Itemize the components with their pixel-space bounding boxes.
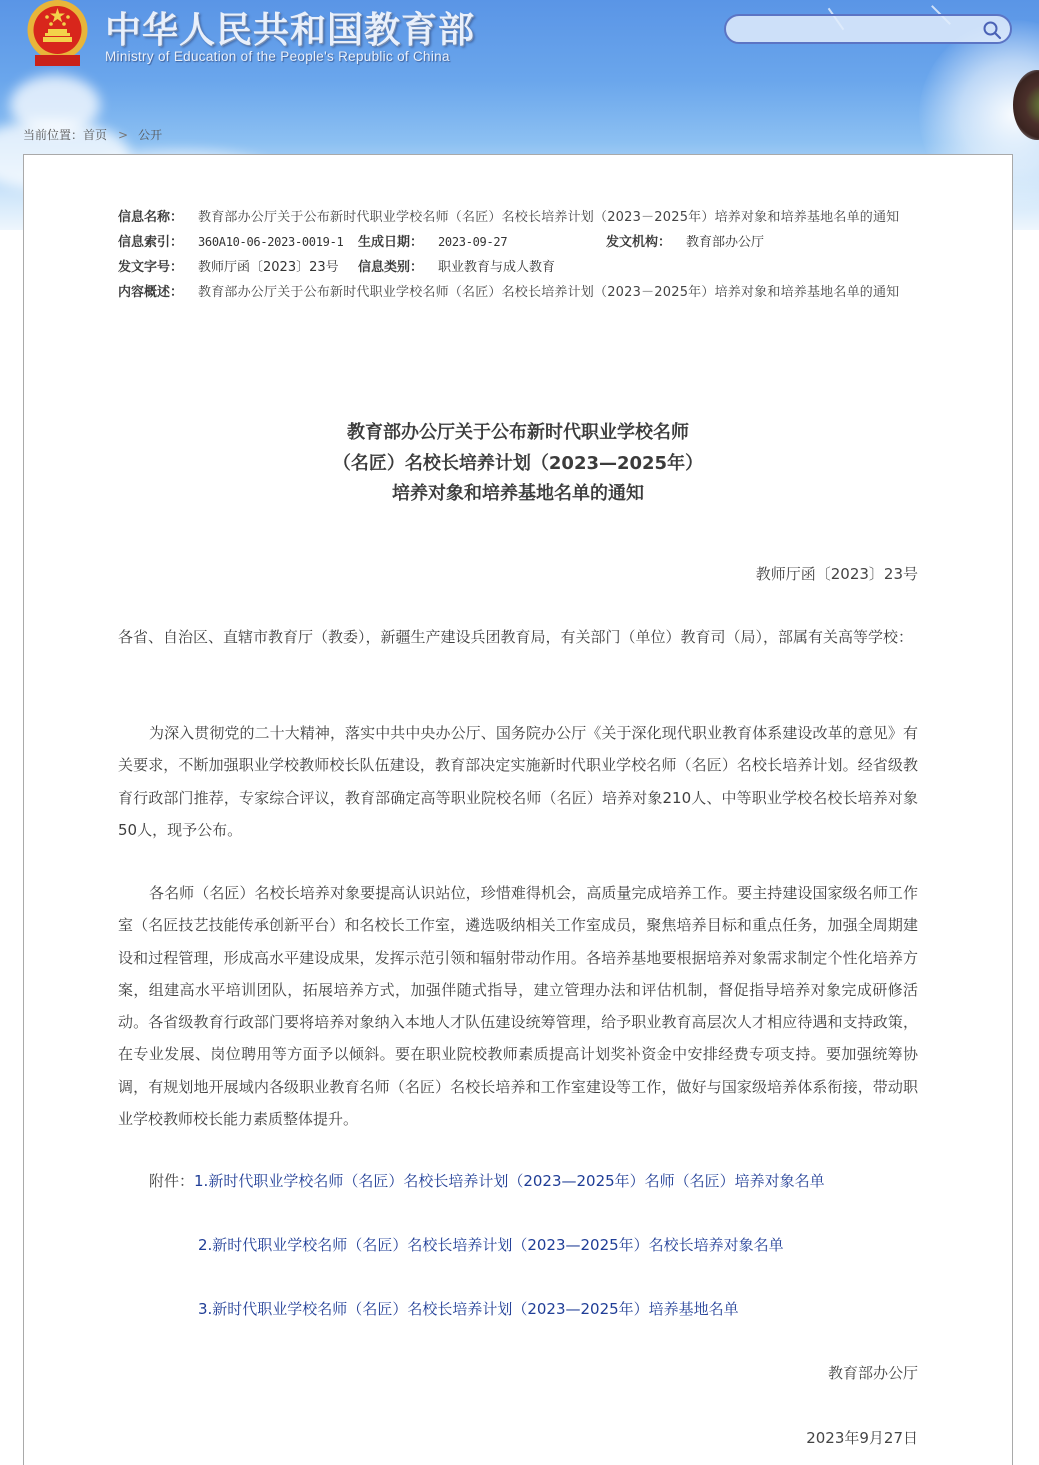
national-emblem-logo [25, 0, 90, 68]
breadcrumb-prefix: 当前位置： [23, 128, 84, 142]
breadcrumb-separator: > [118, 128, 129, 142]
search-input[interactable] [736, 20, 976, 38]
meta-issuer-cell [606, 230, 764, 255]
breadcrumb [23, 126, 162, 143]
search-icon[interactable] [982, 20, 1002, 40]
meta-date-cell [358, 230, 606, 255]
document-title-line: （名匠）名校长培养计划（2023—2025年） [332, 452, 704, 474]
meta-index-value: 360A10-06-2023-0019-1 [198, 235, 344, 249]
addressee-paragraph: 各省、自治区、直辖市教育厅（教委），新疆生产建设兵团教育局，有关部门（单位）教育司（局），部属有关高等学校： [118, 628, 914, 646]
meta-row-docno [118, 255, 918, 280]
attachment-item-1 [149, 1170, 825, 1191]
meta-docno-label: 发文字号： [118, 260, 184, 275]
meta-summary-value: 教育部办公厅关于公布新时代职业学校名师（名匠）名校长培养计划（2023－2025年）培养对象和培养基地名单的通知 [198, 285, 900, 300]
document-number: 教师厅函〔2023〕23号 [755, 565, 918, 583]
body-paragraph-2: 各名师（名匠）名校长培养对象要提高认识站位，珍惜难得机会，高质量完成培养工作。要主持建设国家级名师工作室（名匠技艺技能传承创新平台）和名校长工作室，遴选吸纳相关工作室成员，聚焦培养目标和重点任务，加强全周期建设和过程管理，形成高水平建设成果，发挥示范引领和辐射带动作用。各培养基地要根据培养对象需求制定个性化培养方案，组建高水平培训团队，拓展培养方式，加强伴随式指导，建立管理办法和评估机制，督促指导培养对象完成研修活动。各省级教育行政部门要将培养对象纳入本地人才队伍建设统筹管理，给予职业教育高层次人才相应待遇和支持政策，在专业发展、岗位聘用等方面予以倾斜。要在职业院校教师素质提高计划奖补资金中安排经费专项支持。要加强统筹协调，有规划地开展域内各级职业教育名师（名匠）名校长培养和工作室建设等工作，做好与国家级培养体系衔接，带动职业学校教师校长能力素质整体提升。 [118, 884, 918, 1129]
info-metadata-table [118, 205, 918, 305]
meta-index-cell [118, 230, 358, 255]
attachments-label: 附件： [149, 1172, 195, 1190]
meta-row-name [118, 205, 918, 230]
meta-date-label: 生成日期： [358, 235, 424, 250]
attachment-item-3 [198, 1298, 739, 1319]
meta-date-value: 2023-09-27 [438, 235, 508, 249]
search-box [724, 14, 1012, 44]
meta-issuer-label: 发文机构： [606, 235, 672, 250]
signature-date: 2023年9月27日 [806, 1429, 918, 1447]
signature-issuer: 教育部办公厅 [827, 1364, 918, 1382]
meta-name-label: 信息名称： [118, 210, 184, 225]
attachment-link-3[interactable]: 3.新时代职业学校名师（名匠）名校长培养计划（2023—2025年）培养基地名单 [198, 1300, 739, 1318]
document-title-line: 教育部办公厅关于公布新时代职业学校名师 [347, 422, 689, 443]
body-paragraph-1: 为深入贯彻党的二十大精神，落实中共中央办公厅、国务院办公厅《关于深化现代职业教育体系建设改革的意见》有关要求，不断加强职业学校教师校长队伍建设，教育部决定实施新时代职业学校名师（名匠）名校长培养计划。经省级教育行政部门推荐，专家综合评议，教育部确定高等职业院校名师（名匠）培养对象210人、中等职业学校名校长培养对象50人，现予公布。 [118, 724, 918, 839]
meta-docno-cell [118, 255, 358, 280]
document-title-line: 培养对象和培养基地名单的通知 [392, 483, 644, 504]
attachment-item-2 [198, 1234, 784, 1255]
site-subtitle: Ministry of Education of the People's Republic of China [105, 49, 450, 64]
attachment-link-2[interactable]: 2.新时代职业学校名师（名匠）名校长培养计划（2023—2025年）名校长培养对象名单 [198, 1236, 784, 1254]
meta-issuer-value: 教育部办公厅 [686, 235, 765, 250]
meta-index-label: 信息索引： [118, 235, 184, 250]
meta-docno-value: 教师厅函〔2023〕23号 [198, 260, 339, 275]
meta-name-value: 教育部办公厅关于公布新时代职业学校名师（名匠）名校长培养计划（2023－2025年）培养对象和培养基地名单的通知 [198, 210, 900, 225]
meta-category-value: 职业教育与成人教育 [438, 260, 556, 275]
meta-row-index [118, 230, 918, 255]
meta-category-cell [358, 255, 555, 280]
meta-summary-label: 内容概述： [118, 285, 184, 300]
meta-category-label: 信息类别： [358, 260, 424, 275]
attachment-link-1[interactable]: 1.新时代职业学校名师（名匠）名校长培养计划（2023—2025年）名师（名匠）培养对象名单 [194, 1172, 825, 1190]
meta-row-summary [118, 280, 918, 305]
breadcrumb-public-link[interactable]: 公开 [138, 128, 163, 142]
breadcrumb-home-link[interactable]: 首页 [83, 128, 108, 142]
document-title [118, 418, 918, 510]
site-title[interactable]: 中华人民共和国教育部 [105, 10, 476, 51]
